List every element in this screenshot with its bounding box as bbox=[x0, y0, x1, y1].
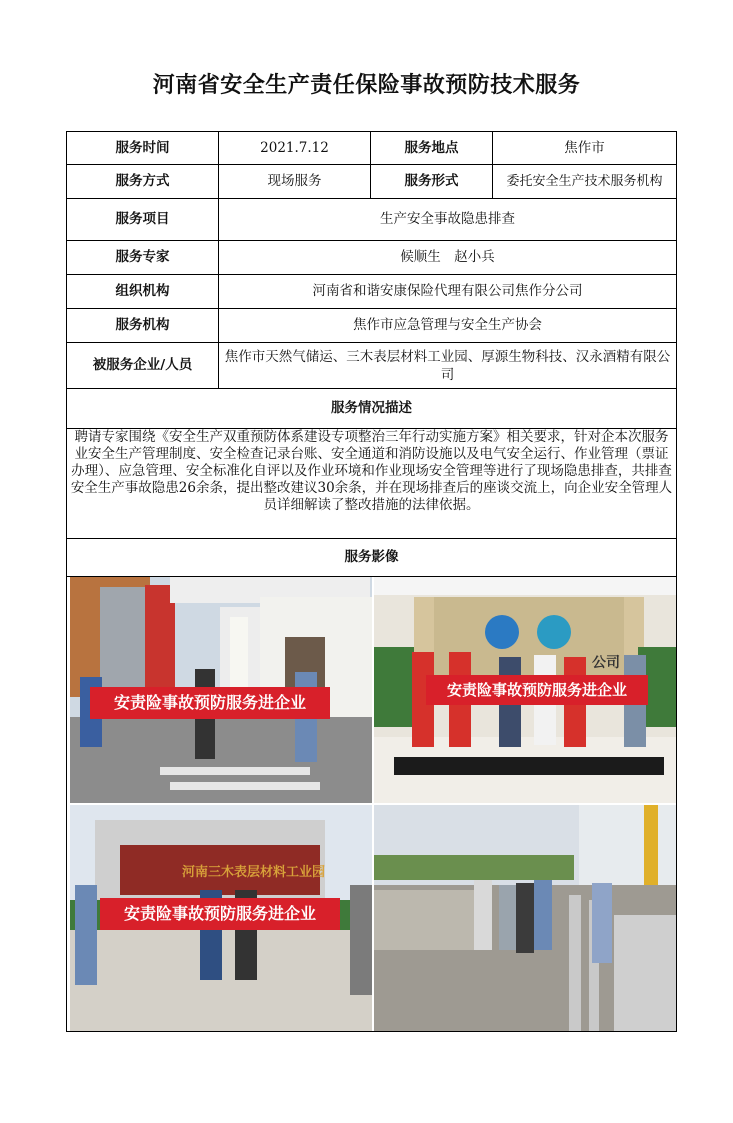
photo-pipeline-inspection bbox=[374, 805, 677, 1031]
service-project-value: 生产安全事故隐患排查 bbox=[219, 199, 677, 241]
row-served-enterprises bbox=[67, 343, 677, 389]
row-service-project bbox=[67, 199, 677, 241]
description-body: 聘请专家围绕《安全生产双重预防体系建设专项整治三年行动实施方案》相关要求，针对企本次服务业安全生产管理制度、安全检查记录台账、安全通道和消防设施以及电气安全运行、作业管理（票证办理）、应急管理、安全标准化自评以及作业环境和作业现场安全管理等进行了现场隐患排查，共排查安全生产事故隐患26余条，提出整改建议30余条，并在现场排查后的座谈交流上，向企业安全管理人员详细解读了整改措施的法律依据。 bbox=[67, 429, 677, 539]
organizer-label: 组织机构 bbox=[67, 275, 219, 309]
service-location-label: 服务地点 bbox=[371, 132, 493, 165]
service-time-label: 服务时间 bbox=[67, 132, 219, 165]
page-title: 河南省安全生产责任保险事故预防技术服务 bbox=[152, 72, 581, 98]
service-location-value: 焦作市 bbox=[493, 132, 677, 165]
service-experts-value: 候顺生 赵小兵 bbox=[219, 241, 677, 275]
photo-lobby-group bbox=[374, 577, 677, 803]
photo-pipeline-inspection-image bbox=[374, 805, 677, 1031]
row-photos-heading bbox=[67, 539, 677, 577]
row-description-heading bbox=[67, 389, 677, 429]
service-agency-label: 服务机构 bbox=[67, 309, 219, 343]
service-time-value: 2021.7.12 bbox=[219, 132, 371, 165]
row-description-body bbox=[67, 429, 677, 539]
served-enterprises-value: 焦作市天然气储运、三木表层材料工业园、厚源生物科技、汉永酒精有限公司 bbox=[219, 343, 677, 389]
service-experts-label: 服务专家 bbox=[67, 241, 219, 275]
photo-factory-gate-image bbox=[70, 577, 372, 803]
row-photos bbox=[67, 577, 677, 1032]
description-heading: 服务情况描述 bbox=[67, 389, 677, 429]
service-mode-label: 服务方式 bbox=[67, 165, 219, 199]
service-form-value: 委托安全生产技术服务机构 bbox=[493, 165, 677, 199]
photo1-banner-text: 安责险事故预防服务进企业 bbox=[113, 693, 306, 712]
photo2-sign-text: 公司 bbox=[592, 655, 620, 671]
served-enterprises-label: 被服务企业/人员 bbox=[67, 343, 219, 389]
service-form-label: 服务形式 bbox=[371, 165, 493, 199]
service-mode-value: 现场服务 bbox=[219, 165, 371, 199]
photo-industrial-park bbox=[70, 805, 372, 1031]
row-service-agency bbox=[67, 309, 677, 343]
photos-heading: 服务影像 bbox=[67, 539, 677, 577]
photo-factory-gate bbox=[70, 577, 372, 803]
photo3-banner-text: 安责险事故预防服务进企业 bbox=[123, 904, 316, 923]
photo2-banner-text: 安责险事故预防服务进企业 bbox=[446, 681, 627, 699]
row-organizer bbox=[67, 275, 677, 309]
service-agency-value: 焦作市应急管理与安全生产协会 bbox=[219, 309, 677, 343]
service-project-label: 服务项目 bbox=[67, 199, 219, 241]
row-service-mode bbox=[67, 165, 677, 199]
organizer-value: 河南省和谐安康保险代理有限公司焦作分公司 bbox=[219, 275, 677, 309]
row-service-experts bbox=[67, 241, 677, 275]
row-service-time bbox=[67, 132, 677, 165]
photo3-sign-text: 河南三木表层材料工业园 bbox=[182, 865, 326, 880]
photo-grid bbox=[70, 577, 677, 1031]
service-record-table bbox=[66, 131, 677, 1032]
